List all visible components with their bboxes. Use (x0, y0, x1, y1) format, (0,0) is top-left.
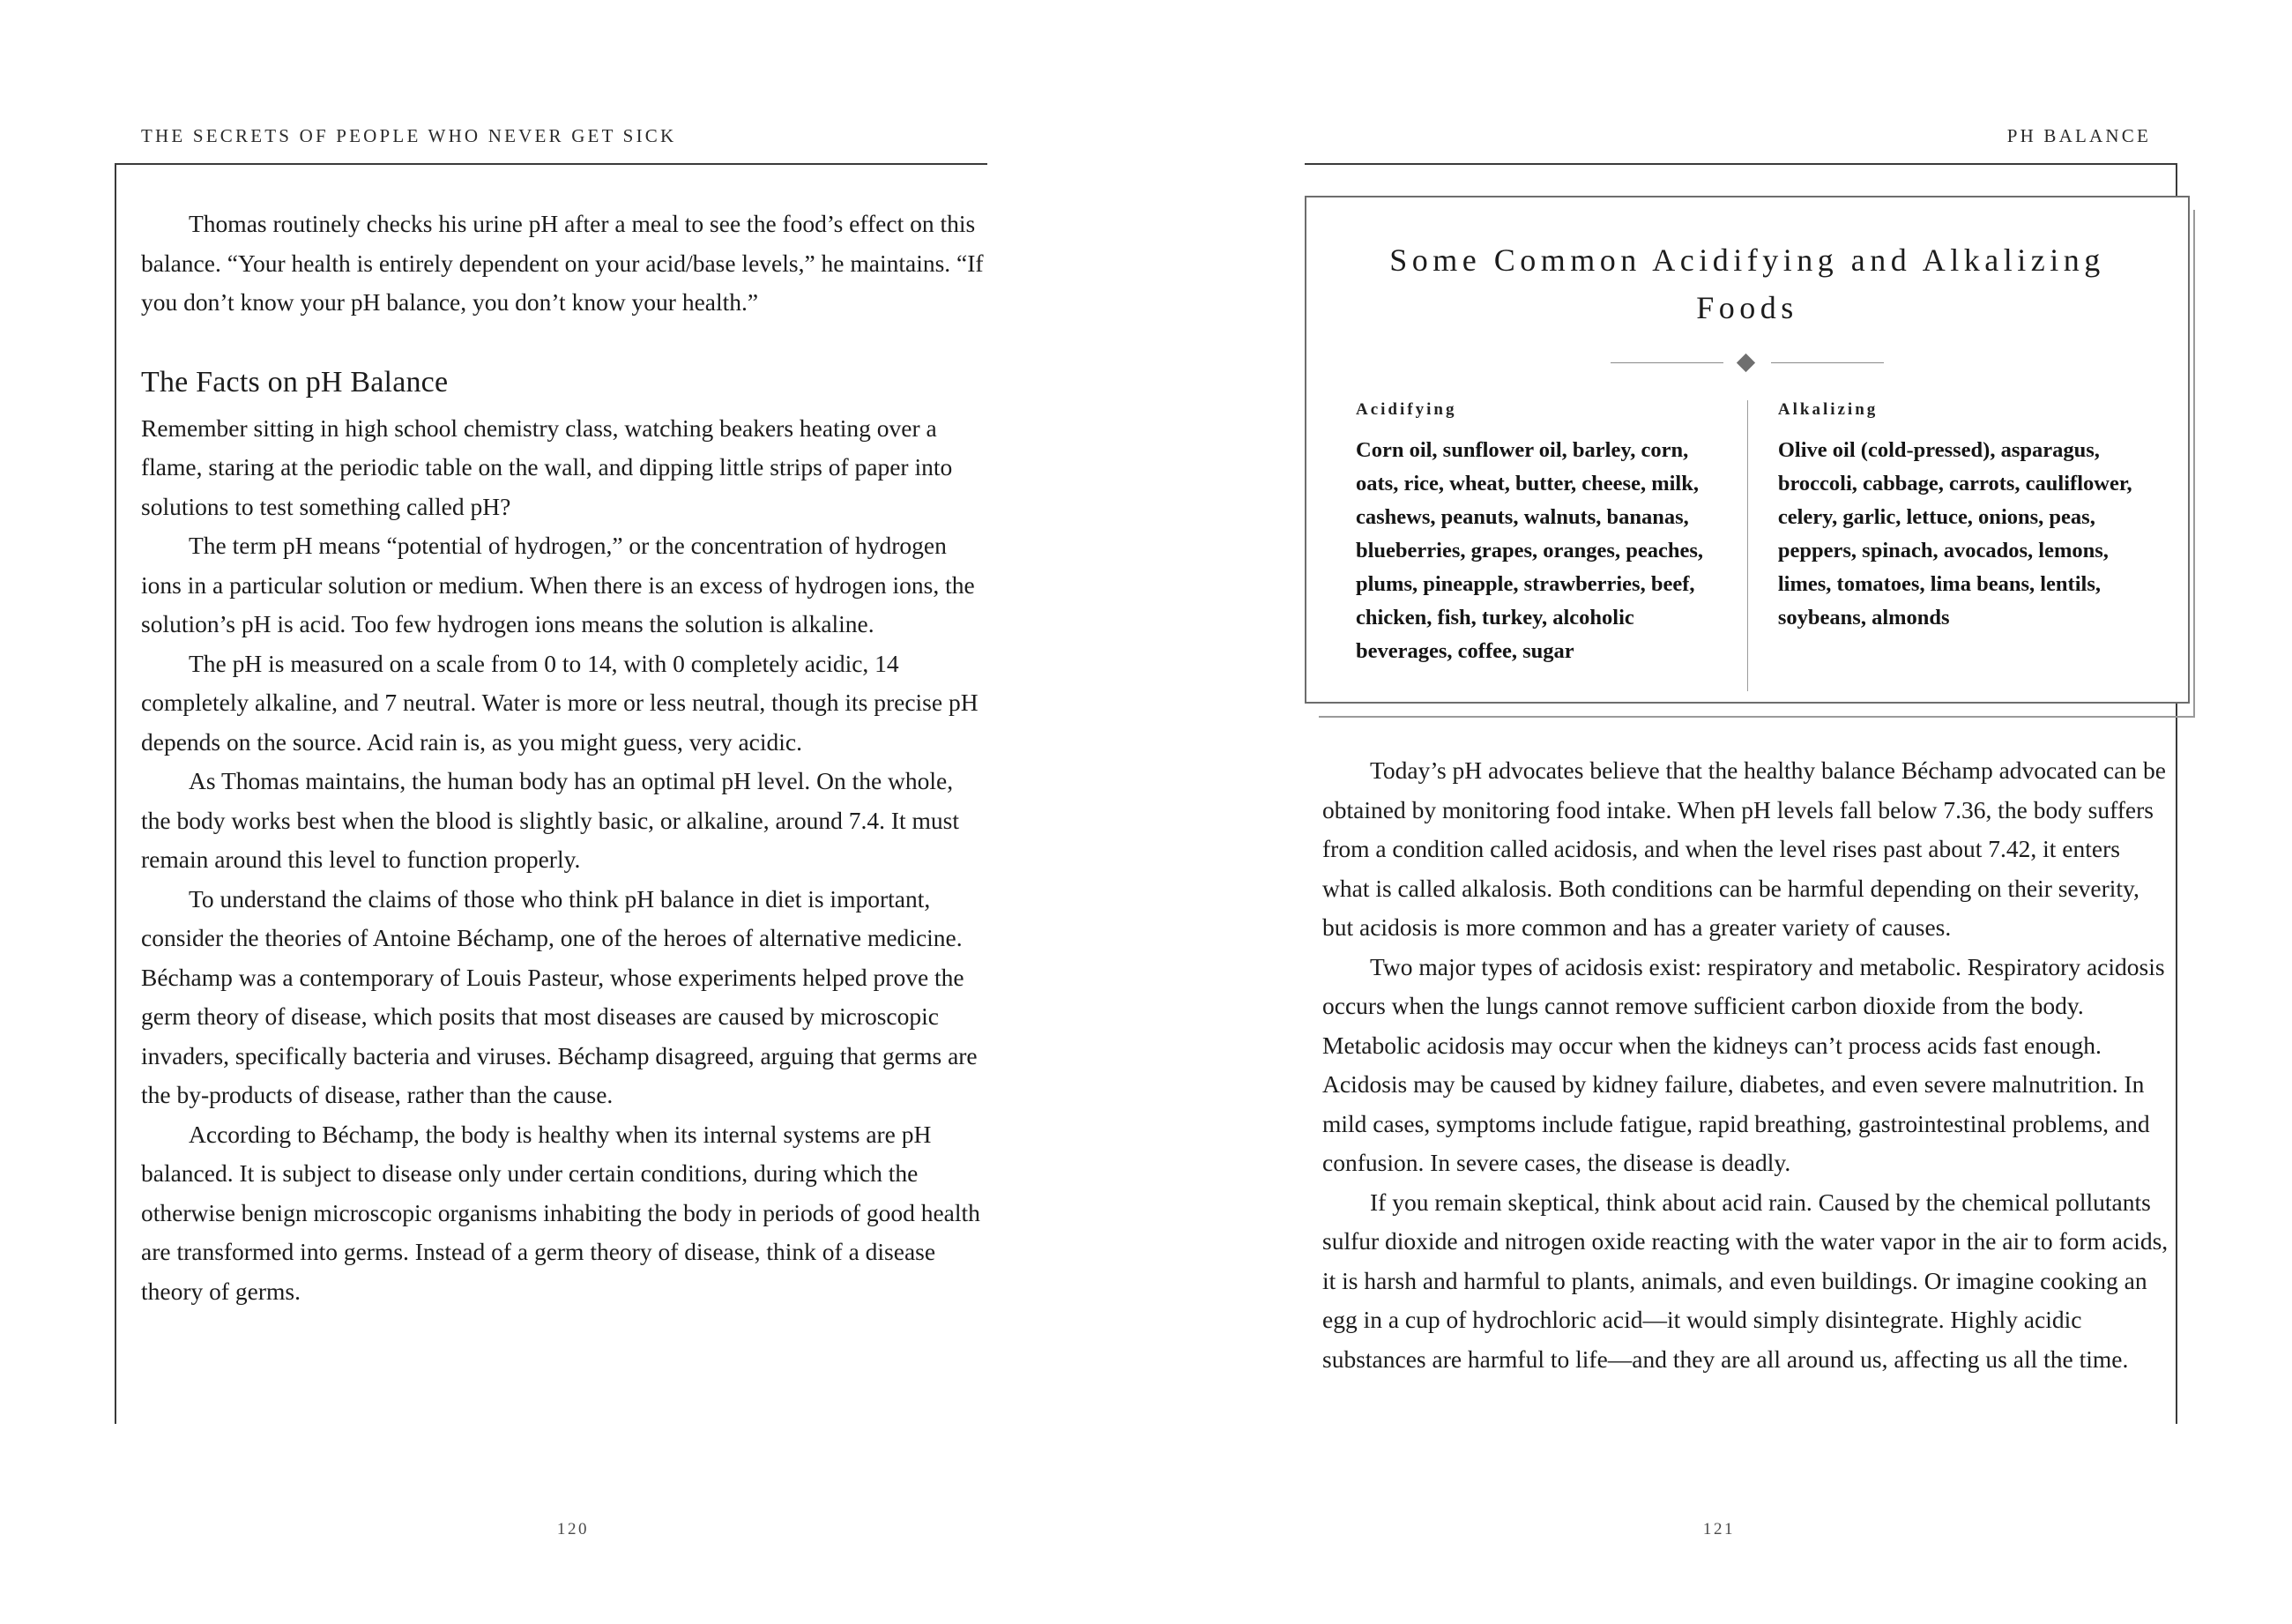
left-page-text-column (141, 205, 987, 1311)
left-page-side-rule (115, 163, 116, 1424)
paragraph: Remember sitting in high school chemistry class, watching beakers heating over a flame, staring at the periodic table on the wall, and dipping little strips of paper into solutions to test something called pH? (141, 413, 953, 520)
column-divider (1747, 400, 1748, 691)
right-page-text-column (1322, 751, 2173, 1379)
paragraph: The term pH means “potential of hydrogen,” or the concentration of hydrogen ions in a particular solution or medium. When there is an excess of hydrogen ions, the solution’s pH is acid. Too few hydrogen ions means the solution is alkaline. (141, 532, 975, 637)
callout-box (1305, 196, 2190, 704)
food-columns (1356, 400, 2139, 668)
section-heading: The Facts on pH Balance (141, 365, 449, 399)
left-page-header-rule (115, 163, 987, 165)
paragraph: Two major types of acidosis exist: respiratory and metabolic. Respiratory acidosis occurs when the lungs cannot remove sufficient carbon dioxide from the body. Metabolic acidosis may occur when the kidneys can’t process acids fast enough. Acidosis may be caused by kidney failure, diabetes, and even severe malnutrition. In mild cases, symptoms include fatigue, rapid breathing, gastrointestinal problems, and confusion. In severe cases, the disease is deadly. (1322, 952, 2165, 1176)
paragraph: The pH is measured on a scale from 0 to 14, with 0 completely acidic, 14 completely alkaline, and 7 neutral. Water is more or less neutral, though its precise pH depends on the source. Acid rain is, as you might guess, very acidic. (141, 649, 979, 756)
alkalizing-heading: Alkalizing (1777, 400, 1879, 419)
left-running-head: THE SECRETS OF PEOPLE WHO NEVER GET SICK (141, 125, 677, 146)
paragraph: Thomas routinely checks his urine pH after a meal to see the food’s effect on this balance. “Your health is entirely dependent on your acid/base levels,” he maintains. “If you don’t know your pH balance, you don’t know your health.” (141, 210, 984, 316)
paragraph: As Thomas maintains, the human body has an optimal pH level. On the whole, the body works best when the blood is slightly basic, or alkaline, around 7.4. It must remain around this level to function properly. (141, 767, 959, 873)
paragraph: To understand the claims of those who think pH balance in diet is important, consider the theories of Antoine Béchamp, one of the heroes of alternative medicine. Béchamp was a contemporary of Louis Pasteur, whose experiments helped prove the germ theory of disease, which posits that most diseases are caused by microscopic invaders, specifically bacteria and viruses. Béchamp disagreed, arguing that germs are the by-products of disease, rather than the cause. (141, 884, 978, 1108)
callout-shadow-vertical (2193, 210, 2195, 718)
alkalizing-list: Olive oil (cold-pressed), asparagus, broccoli, cabbage, carrots, cauliflower, celery, garlic, lettuce, onions, peas, peppers, spinach, avocados, lemons, limes, tomatoes, lima beans, lentils, soybeans, almonds (1777, 438, 2132, 629)
diamond-ornament-icon (1611, 354, 1884, 370)
paragraph: If you remain skeptical, think about acid rain. Caused by the chemical pollutants sulfur dioxide and nitrogen oxide reacting with the water vapor in the air to form acids, it is harsh and harmful to plants, animals, and even buildings. Or imagine cooking an egg in a cup of hydrochloric acid—it would simply disintegrate. Highly acidic substances are harmful to life—and they are all around us, affecting us all the time. (1322, 1188, 2169, 1373)
callout-title: Some Common Acidifying and Alkalizing Foods (1389, 242, 2105, 325)
callout-shadow-horizontal (1319, 716, 2193, 718)
sidebar-callout (1305, 196, 2195, 707)
paragraph: According to Béchamp, the body is healthy when its internal systems are pH balanced. It is subject to disease only under certain conditions, during which the otherwise benign microscopic organisms inhabiting the body in periods of good health are transformed into germs. Instead of a germ theory of disease, think of a disease theory of germs. (141, 1120, 980, 1305)
acidifying-heading: Acidifying (1356, 400, 1457, 419)
alkalizing-column (1778, 400, 2139, 668)
acidifying-list: Corn oil, sunflower oil, barley, corn, oats, rice, wheat, butter, cheese, milk, cashews, peanuts, walnuts, bananas, blueberries, grapes, oranges, peaches, plums, pineapple, strawberries, beef, chicken, fish, turkey, alcoholic beverages, coffee, sugar (1356, 438, 1703, 663)
left-page-folio: 120 (556, 1520, 590, 1538)
right-page-folio: 121 (1702, 1520, 1736, 1538)
right-page-header-rule (1305, 163, 2177, 165)
paragraph: Today’s pH advocates believe that the healthy balance Béchamp advocated can be obtained by monitoring food intake. When pH levels fall below 7.36, the body suffers from a condition called acidosis, and when the level rises past about 7.42, it enters what is called alkalosis. Both conditions can be harmful depending on their severity, but acidosis is more common and has a greater variety of causes. (1322, 756, 2166, 941)
acidifying-column (1356, 400, 1725, 668)
right-running-head: PH BALANCE (2006, 125, 2151, 146)
